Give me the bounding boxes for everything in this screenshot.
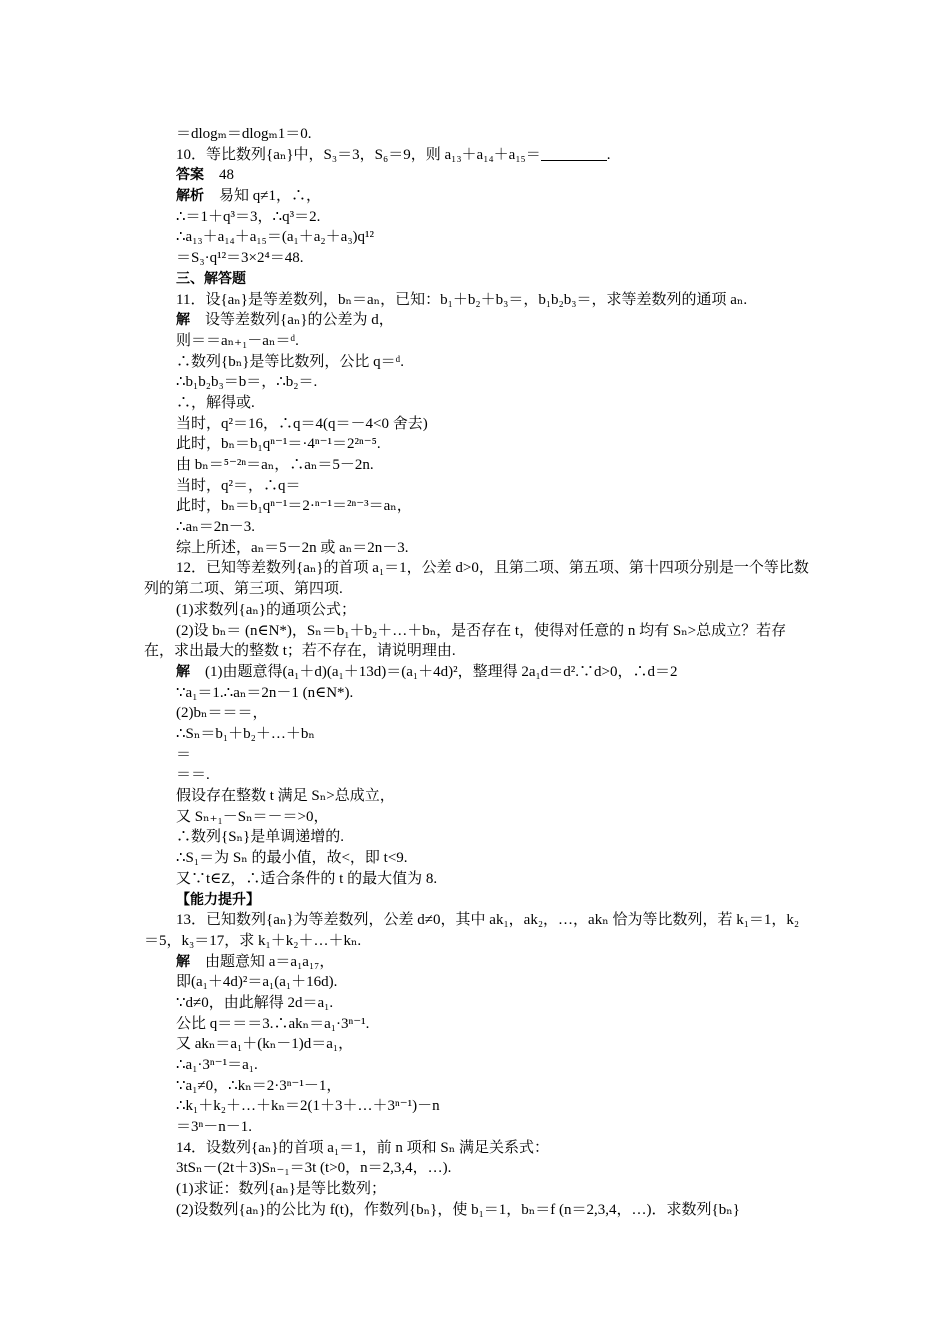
text-line xyxy=(144,910,814,951)
line-text: ＝S₃·q¹²＝3×2⁴＝48. xyxy=(176,250,304,267)
line-text: ∴a₁·3ⁿ⁻¹＝a₁. xyxy=(176,1057,258,1074)
line-text: ∴，解得或. xyxy=(176,394,255,411)
text-line xyxy=(144,745,814,766)
text-line xyxy=(144,600,814,621)
text-line xyxy=(144,393,814,414)
text-line xyxy=(144,124,814,145)
text-line xyxy=(144,662,814,683)
label: 答案 xyxy=(176,167,204,184)
text-line xyxy=(144,352,814,373)
line-text: 又∵t∈Z，∴适合条件的 t 的最大值为 8. xyxy=(176,870,438,887)
text-line xyxy=(144,558,814,599)
line-text: 3tSₙ－(2t＋3)Sₙ₋₁＝3t (t>0，n＝2,3,4，…). xyxy=(176,1160,452,1177)
text-line xyxy=(144,145,814,166)
text-line xyxy=(144,869,814,890)
text-line xyxy=(144,331,814,352)
line-text: 48 xyxy=(219,167,234,184)
text-line xyxy=(144,1158,814,1179)
line-text: ∴Sₙ＝b₁＋b₂＋…＋bₙ xyxy=(176,726,315,742)
text-line xyxy=(144,165,814,186)
line-text: 此时，bₙ＝b₁qⁿ⁻¹＝·4ⁿ⁻¹＝2²ⁿ⁻⁵. xyxy=(176,436,381,453)
text-line xyxy=(144,993,814,1014)
line-text: ∴数列{Sₙ}是单调递增的. xyxy=(176,829,344,846)
line-text: ＝dlogₘ＝dlogₘ1＝0. xyxy=(176,126,312,142)
text-line xyxy=(144,807,814,828)
line-text: 三、解答题 xyxy=(176,270,246,287)
line-text: ＝3ⁿ－n－1. xyxy=(176,1119,252,1136)
text-line xyxy=(144,372,814,393)
line-text: 12．已知等差数列{aₙ}的首项 a₁＝1，公差 d>0，且第二项、第五项、第十四项分别是一个等比数列的第二项、第三项、第四项. xyxy=(144,560,809,598)
text-line xyxy=(144,1034,814,1055)
line-text: 易知 q≠1，∴， xyxy=(219,188,321,205)
text-line xyxy=(144,310,814,331)
text-line xyxy=(144,186,814,207)
line-text: (2)设 bₙ＝ (n∈N*)，Sₙ＝b₁＋b₂＋…＋bₙ，是否存在 t，使得对任意的 n 均有 Sₙ>总成立？若存在，求出最大的整数 t；若不存在，请说明理由. xyxy=(144,622,787,660)
line-text: (2)设数列{aₙ}的公比为 f(t)，作数列{bₙ}，使 b₁＝1，bₙ＝f (n＝2,3,4，…)．求数列{bₙ} xyxy=(176,1201,740,1218)
label: 解析 xyxy=(176,188,204,205)
line-text: (2)bₙ＝＝＝， xyxy=(176,705,268,722)
line-text: 当时，q²＝16，∴q＝4(q＝－4<0 舍去) xyxy=(176,415,428,432)
text-line xyxy=(144,1117,814,1138)
text-line xyxy=(144,1055,814,1076)
line-text: 设等差数列{aₙ}的公差为 d， xyxy=(205,312,394,329)
label: 解 xyxy=(176,953,190,970)
line-text: 即(a₁＋4d)²＝a₁(a₁＋16d). xyxy=(176,974,338,991)
text-line xyxy=(144,496,814,517)
text-line xyxy=(144,1138,814,1159)
line-text: 由 bₙ＝⁵⁻²ⁿ＝aₙ，∴aₙ＝5－2n. xyxy=(176,457,374,473)
text-line xyxy=(144,765,814,786)
text-line xyxy=(144,476,814,497)
line-text: ＝ xyxy=(176,746,192,763)
line-text: ∴a₁₃＋a₁₄＋a₁₅＝(a₁＋a₂＋a₃)q¹² xyxy=(176,229,375,246)
line-text: ∴b₁b₂b₃＝b＝，∴b₂＝. xyxy=(176,374,318,391)
text-line xyxy=(144,621,814,662)
text-line xyxy=(144,227,814,248)
text-line xyxy=(144,269,814,290)
line-text: (1)求数列{aₙ}的通项公式； xyxy=(176,601,357,618)
line-text: ＝＝. xyxy=(176,767,210,784)
line-text: 【能力提升】 xyxy=(176,891,260,908)
line-text: 此时，bₙ＝b₁qⁿ⁻¹＝2·ⁿ⁻¹＝²ⁿ⁻³＝aₙ， xyxy=(176,498,412,515)
line-text: 13．已知数列{aₙ}为等差数列，公差 d≠0，其中 ak₁，ak₂，…，akₙ 恰为等比数列，若 k₁＝1，k₂＝5，k₃＝17，求 k₁＋k₂＋…＋kₙ. xyxy=(144,912,800,949)
text-line xyxy=(144,827,814,848)
text-line xyxy=(144,1200,814,1221)
text-line xyxy=(144,517,814,538)
text-line xyxy=(144,538,814,559)
line-text: 10．等比数列{aₙ}中，S₃＝3，S₆＝9，则 a₁₃＋a₁₄＋a₁₅＝ xyxy=(176,146,541,163)
text-line xyxy=(144,1179,814,1200)
text-line xyxy=(144,703,814,724)
line-text: 11．设{aₙ}是等差数列，bₙ＝aₙ，已知：b₁＋b₂＋b₃＝，b₁b₂b₃＝，求等差数列的通项 aₙ. xyxy=(176,291,748,308)
line-text: ∵d≠0，由此解得 2d＝a₁. xyxy=(176,994,334,1011)
text-line xyxy=(144,455,814,476)
text-line xyxy=(144,683,814,704)
line-text: 当时，q²＝，∴q＝ xyxy=(176,477,301,494)
text-line xyxy=(144,290,814,311)
text-line xyxy=(144,1014,814,1035)
label: 解 xyxy=(176,312,190,329)
line-text: 综上所述，aₙ＝5－2n 或 aₙ＝2n－3. xyxy=(176,539,409,556)
text-line xyxy=(144,434,814,455)
line-text: ∴k₁＋k₂＋…＋kₙ＝2(1＋3＋…＋3ⁿ⁻¹)－n xyxy=(176,1098,440,1115)
text-line xyxy=(144,890,814,911)
line-text: 又 akₙ＝a₁＋(kₙ－1)d＝a₁， xyxy=(176,1036,354,1053)
line-text: ∵a₁≠0，∴kₙ＝2·3ⁿ⁻¹－1， xyxy=(176,1077,342,1094)
line-text: ∵a₁＝1.∴aₙ＝2n－1 (n∈N*). xyxy=(176,684,354,701)
line-text: (1)由题意得(a₁＋d)(a₁＋13d)＝(a₁＋4d)²，整理得 2a₁d＝d².∵d>0，∴d＝2 xyxy=(205,663,678,680)
line-text: ∴＝1＋q³＝3，∴q³＝2. xyxy=(176,208,321,225)
text-line xyxy=(144,207,814,228)
line-text: 则＝＝aₙ₊₁－aₙ＝ᵈ. xyxy=(176,332,299,349)
line-text-after: . xyxy=(606,146,611,163)
text-line xyxy=(144,724,814,745)
text-line xyxy=(144,952,814,973)
text-line xyxy=(144,1096,814,1117)
text-line xyxy=(144,1076,814,1097)
line-text: ∴S₁＝为 Sₙ 的最小值，故<，即 t<9. xyxy=(176,850,408,867)
line-text: 又 Sₙ₊₁－Sₙ＝－＝>0， xyxy=(176,808,329,825)
line-text: 假设存在整数 t 满足 Sₙ>总成立， xyxy=(176,788,395,805)
text-line xyxy=(144,786,814,807)
answer-blank xyxy=(541,146,607,161)
label: 解 xyxy=(176,663,190,680)
line-text: ∴数列{bₙ}是等比数列，公比 q＝ᵈ. xyxy=(176,353,405,370)
line-text: 公比 q＝＝＝3.∴akₙ＝a₁·3ⁿ⁻¹. xyxy=(176,1015,370,1032)
line-text: (1)求证：数列{aₙ}是等比数列； xyxy=(176,1181,387,1198)
line-text: ∴aₙ＝2n－3. xyxy=(176,519,255,536)
text-line xyxy=(144,972,814,993)
line-text: 14．设数列{aₙ}的首项 a₁＝1，前 n 项和 Sₙ 满足关系式： xyxy=(176,1139,550,1156)
text-line xyxy=(144,848,814,869)
text-line xyxy=(144,414,814,435)
document-page xyxy=(144,124,814,1221)
line-text: 由题意知 a＝a₁a₁₇， xyxy=(205,953,335,970)
text-line xyxy=(144,248,814,269)
